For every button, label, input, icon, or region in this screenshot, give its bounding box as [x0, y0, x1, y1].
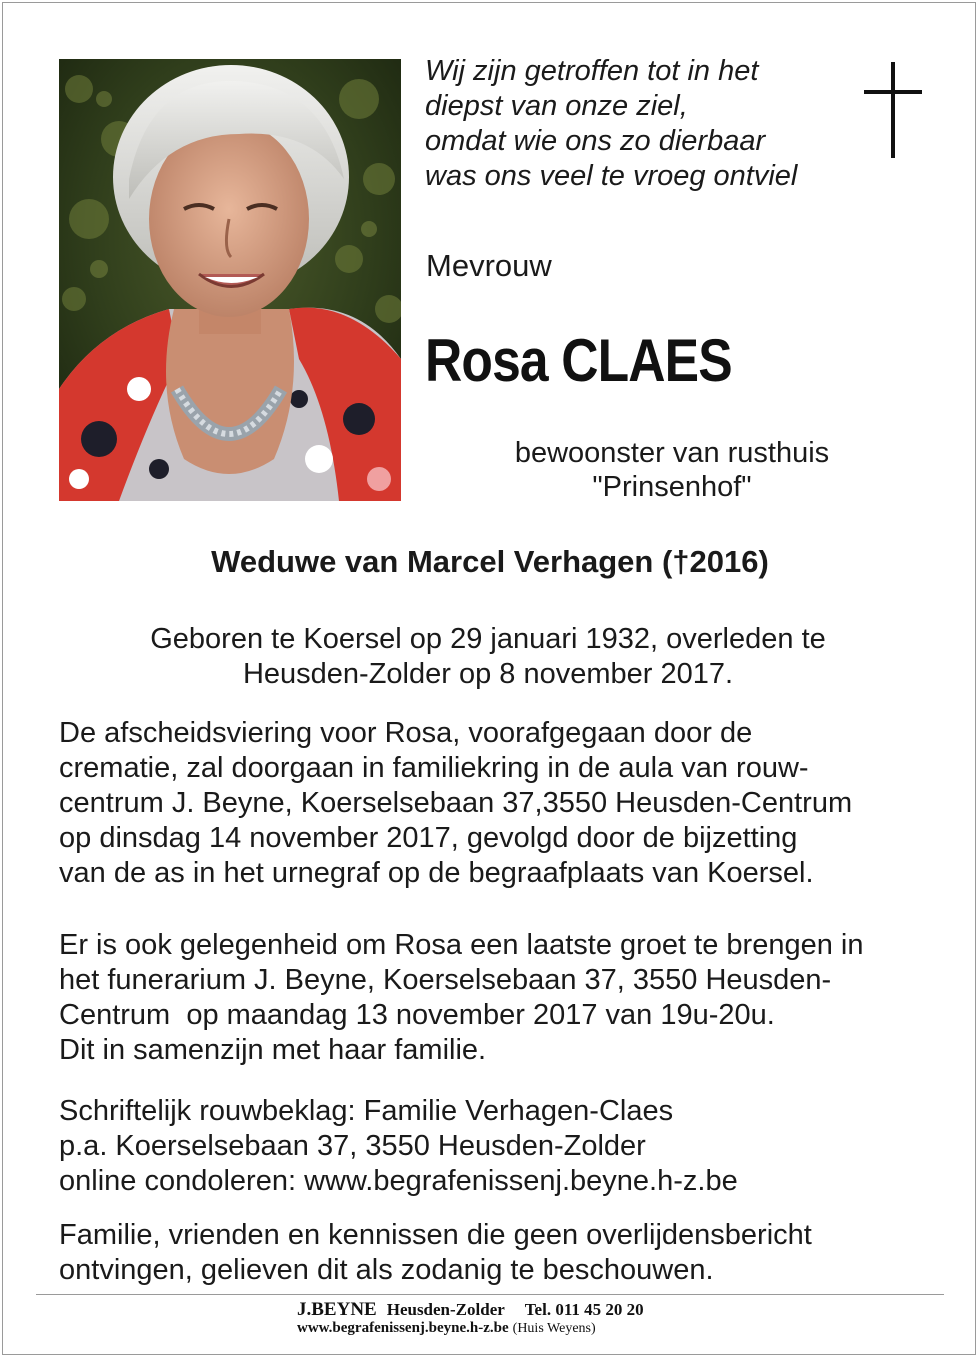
text-line: crematie, zal doorgaan in familiekring in de aula van rouw- — [59, 752, 809, 784]
condolences-paragraph — [59, 1094, 939, 1199]
text-line: Dit in samenzijn met haar familie. — [59, 1034, 487, 1066]
residence-line: bewoonster van rusthuis — [514, 437, 830, 469]
funeral-home-website[interactable]: www.begrafenissenj.beyne.h-z.be — [297, 1320, 509, 1336]
poem-line: diepst van onze ziel, — [425, 90, 688, 122]
text-line: het funerarium J. Beyne, Koerselsebaan 37, 3550 Heusden- — [59, 964, 832, 996]
residence-info — [472, 436, 872, 504]
honorific-title: Mevrouw — [426, 248, 552, 283]
text-line: centrum J. Beyne, Koerselsebaan 37,3550 Heusden-Centrum — [59, 787, 853, 819]
funeral-home-footer — [297, 1299, 644, 1337]
text-line: Schriftelijk rouwbeklag: Familie Verhagen-Claes — [59, 1095, 674, 1127]
funeral-home-city: Heusden-Zolder — [386, 1300, 505, 1319]
poem-line: omdat wie ons zo dierbaar — [425, 125, 766, 157]
text-line: Familie, vrienden en kennissen die geen overlijdensbericht — [59, 1219, 812, 1251]
ceremony-paragraph — [59, 716, 939, 891]
text-line: Er is ook gelegenheid om Rosa een laatste groet te brengen in — [59, 929, 864, 961]
widow-of: Weduwe van Marcel Verhagen (†2016) — [211, 544, 769, 579]
text-line: online condoleren: www.begrafenissenj.beyne.h-z.be — [59, 1165, 738, 1197]
birth-death-info — [0, 622, 976, 692]
funeral-home-name: J.BEYNE — [297, 1299, 377, 1320]
funeral-home-house: (Huis Weyens) — [512, 1321, 596, 1336]
portrait-photo — [59, 59, 401, 501]
cross-icon — [864, 62, 922, 158]
poem-line: was ons veel te vroeg ontviel — [425, 160, 798, 192]
text-line: op dinsdag 14 november 2017, gevolgd door de bijzetting — [59, 822, 798, 854]
poem-line: Wij zijn getroffen tot in het — [425, 55, 759, 87]
birth-line: Geboren te Koersel op 29 januari 1932, overleden te — [150, 623, 826, 655]
poem — [425, 54, 845, 194]
footer-divider — [36, 1294, 944, 1295]
text-line: Centrum op maandag 13 november 2017 van 19u-20u. — [59, 999, 775, 1031]
deceased-name: Rosa CLAES — [425, 327, 732, 394]
visitation-paragraph — [59, 928, 939, 1068]
funeral-home-phone: Tel. 011 45 20 20 — [524, 1300, 644, 1319]
text-line: De afscheidsviering voor Rosa, voorafgegaan door de — [59, 717, 753, 749]
notice-paragraph — [59, 1218, 939, 1288]
birth-line: Heusden-Zolder op 8 november 2017. — [242, 658, 734, 690]
text-line: ontvingen, gelieven dit als zodanig te beschouwen. — [59, 1254, 714, 1286]
text-line: p.a. Koerselsebaan 37, 3550 Heusden-Zolder — [59, 1130, 646, 1162]
text-line: van de as in het urnegraf op de begraafplaats van Koersel. — [59, 857, 814, 889]
residence-line: "Prinsenhof" — [592, 471, 752, 503]
